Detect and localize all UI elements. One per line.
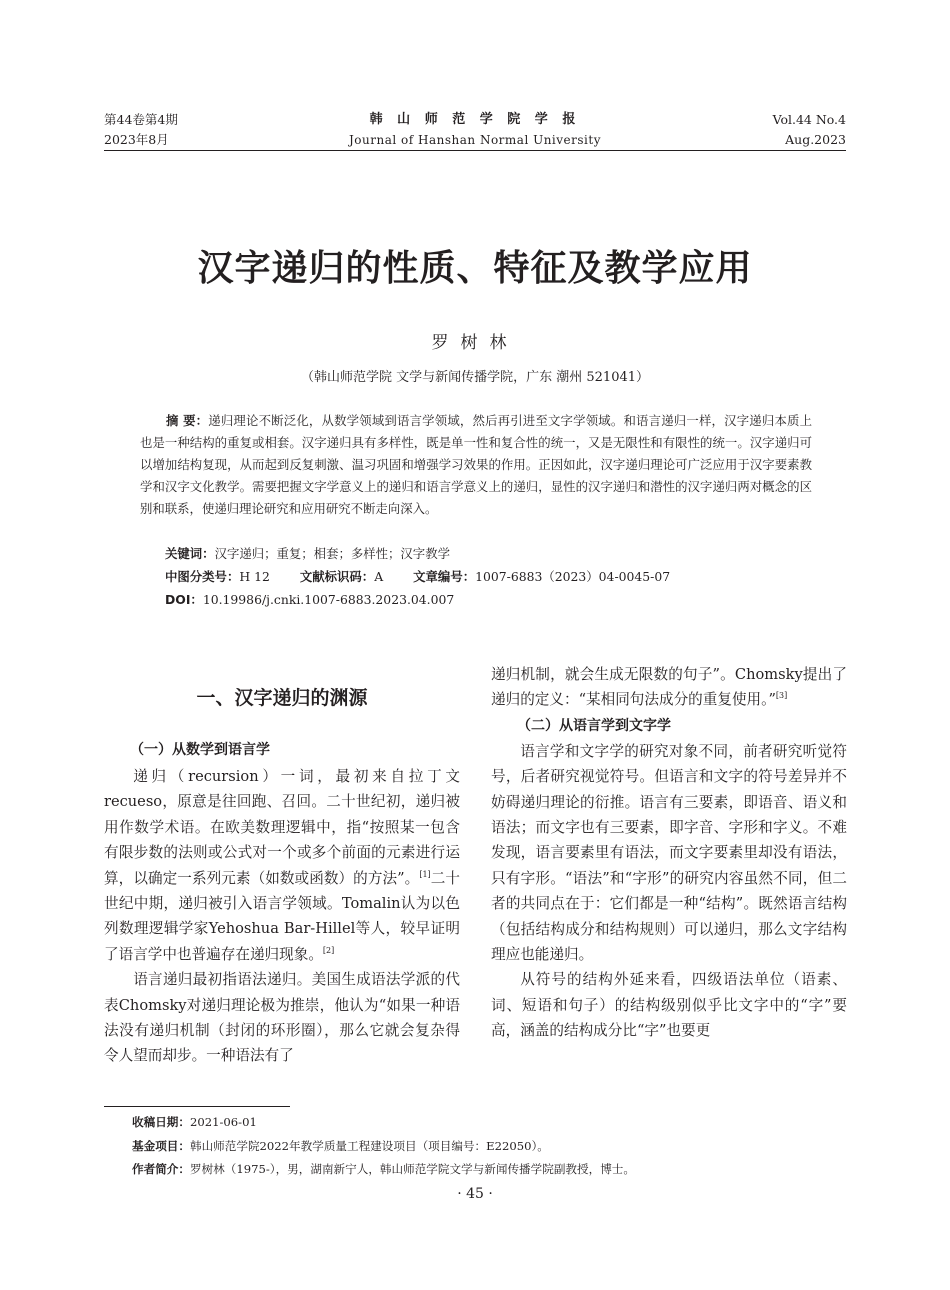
body-paragraph-4: 从符号的结构外延来看，四级语法单位（语素、词、短语和句子）的结构级别似乎比文字中的“字”要高，涵盖的结构成分比“字”也要更	[491, 971, 847, 1040]
footnote-rule	[104, 1106, 290, 1107]
classification-line	[165, 566, 825, 588]
header-volume-en: Vol.44 No.4	[772, 112, 846, 127]
doi-value: 10.19986/j.cnki.1007-6883.2023.04.007	[202, 592, 455, 607]
header-journal-cn: 韩 山 师 范 学 院 学 报	[369, 112, 581, 127]
section-1-title: 一、汉字递归的渊源	[196, 687, 368, 709]
p1b-text: 二十世纪中期，递归被引入语言学领域。Tomalin认为以色列数理逻辑学家Yehoshua Bar-Hillel等人，较早证明了语言学中也普遍存在递归现象。	[104, 869, 460, 963]
article-author: 罗树林	[431, 333, 519, 353]
fund-value: 韩山师范学院2022年教学质量工程建设项目（项目编号：E22050）。	[189, 1139, 549, 1153]
ref-2[interactable]: [2]	[322, 945, 335, 955]
p1-text: 递归（recursion）一词，最初来自拉丁文recueso，原意是往回跑、召回。二十世纪初，递归被用作数学术语。在欧美数理逻辑中，指“按照某一包含有限步数的法则或公式对一个或多个前面的元素进行运算，以确定一系列元素（如数或函数）的方法”。	[104, 768, 460, 887]
doc-code-label: 文献标识码：	[299, 569, 375, 584]
header-journal-en: Journal of Hanshan Normal University	[349, 133, 601, 147]
header-rule	[104, 150, 846, 151]
keywords-label: 关键词：	[165, 546, 215, 561]
received-value: 2021-06-01	[189, 1115, 257, 1129]
abstract	[140, 410, 812, 520]
subsection-1-title: （一）从数学到语言学	[130, 742, 270, 758]
header-date-cn: 2023年8月	[104, 132, 169, 147]
clc-value: H 12	[239, 569, 270, 584]
body-paragraph-2: 语言递归最初指语法递归。美国生成语法学派的代表Chomsky对递归理论极为推崇，他认为“如果一种语法没有递归机制（封闭的环形圈），那么它就会复杂得令人望而却步。一种语法有了	[104, 971, 460, 1065]
doi-line	[165, 589, 825, 611]
clc-label: 中图分类号：	[165, 569, 240, 584]
doc-code-value: A	[374, 569, 384, 584]
footnote-bio	[132, 1159, 846, 1179]
article-no-value: 1007-6883（2023）04-0045-07	[475, 569, 671, 584]
article-no-label: 文章编号：	[413, 569, 476, 584]
right-column	[491, 662, 847, 1044]
article-title: 汉字递归的性质、特征及教学应用	[197, 248, 753, 289]
ref-3[interactable]: [3]	[775, 691, 788, 701]
bio-label: 作者简介：	[132, 1162, 190, 1176]
bio-value: 罗树林（1975-），男，湖南新宁人，韩山师范学院文学与新闻传播学院副教授，博士。	[189, 1162, 635, 1176]
body-paragraph-1	[104, 764, 460, 967]
abstract-paragraph	[140, 410, 812, 520]
p2-cont-text: 递归机制，就会生成无限数的句子”。Chomsky提出了递归的定义：“某相同句法成分的重复使用。”	[491, 666, 847, 709]
abstract-label: 摘 要：	[166, 413, 209, 428]
header-volume-cn: 第44卷第4期	[104, 112, 178, 127]
page-number: · 45 ·	[457, 1186, 493, 1202]
header-date-en: Aug.2023	[785, 132, 846, 147]
article-affiliation: （韩山师范学院 文学与新闻传播学院，广东 潮州 521041）	[300, 370, 650, 385]
fund-label: 基金项目：	[132, 1139, 190, 1153]
footnote-fund	[132, 1136, 846, 1156]
keywords-value: 汉字递归；重复；相套；多样性；汉字教学	[214, 546, 450, 561]
received-label: 收稿日期：	[132, 1115, 190, 1129]
body-paragraph-3: 语言学和文字学的研究对象不同，前者研究听觉符号，后者研究视觉符号。但语言和文字的符号差异并不妨碍递归理论的衍推。语言有三要素，即语音、语义和语法；而文字也有三要素，即字音、字形和字义。不难发现，语言要素里有语法，而文字要素里却没有语法，只有字形。“语法”和“字形”的研究内容虽然不同，但二者的共同点在于：它们都是一种“结构”。既然语言结构（包括结构成分和结构规则）可以递归，那么文字结构理应也能递归。	[491, 742, 847, 964]
subsection-2-title: （二）从语言学到文字学	[517, 717, 671, 734]
keywords-line	[165, 543, 825, 565]
header-volume-date-en	[773, 110, 846, 150]
left-column	[104, 764, 460, 1069]
footnote-received	[132, 1112, 846, 1132]
doi-label: DOI：	[165, 592, 203, 607]
abstract-text: 递归理论不断泛化，从数学领域到语言学领域，然后再引进至文字学领域。和语言递归一样，汉字递归本质上也是一种结构的重复或相套。汉字递归具有多样性，既是单一性和复合性的统一，又是无限性和有限性的统一。汉字递归可以增加结构复现，从而起到反复刺激、温习巩固和增强学习效果的作用。正因如此，汉字递归理论可广泛应用于汉字要素教学和汉字文化教学。需要把握文字学意义上的递归和语言学意义上的递归，显性的汉字递归和潜性的汉字递归两对概念的区别和联系，使递归理论研究和应用研究不断走向深入。	[140, 413, 813, 516]
ref-1[interactable]: [1]	[419, 869, 431, 879]
body-paragraph-2-continued	[491, 662, 847, 713]
